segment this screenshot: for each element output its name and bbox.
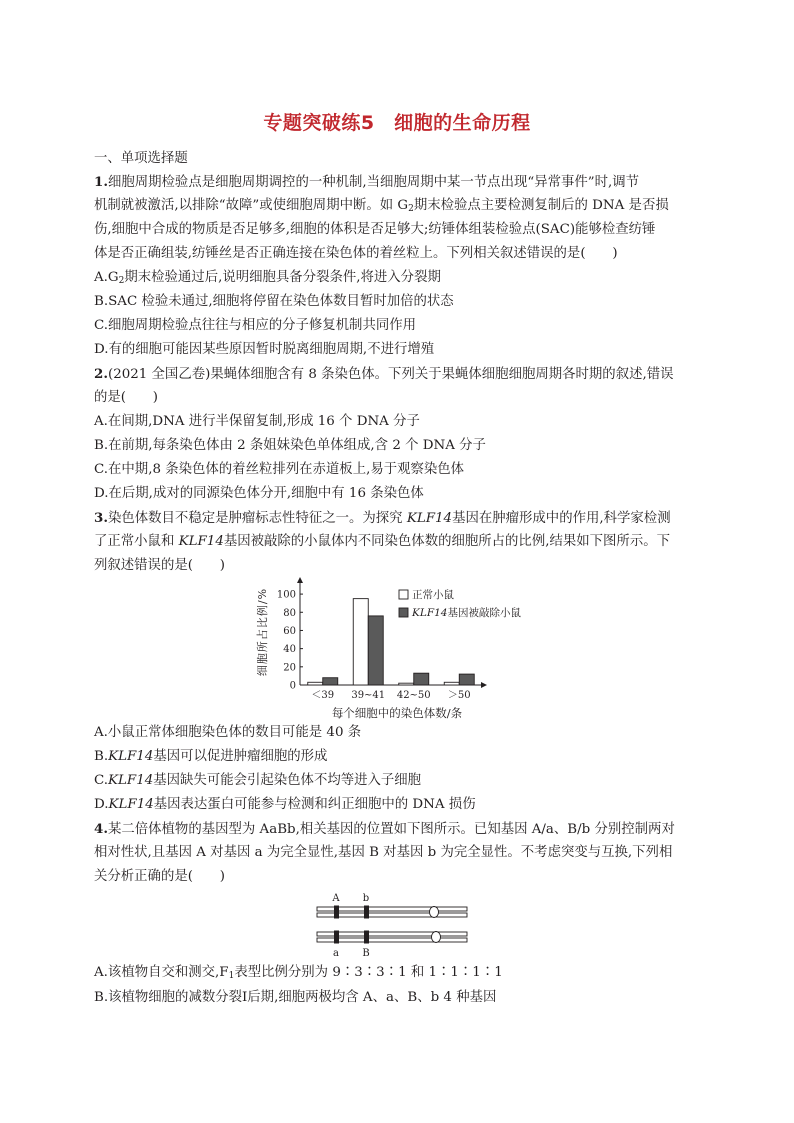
section-heading: 一、单项选择题 (94, 151, 188, 166)
q2-option-d: D.在后期,成对的同源染色体分开,细胞中有 16 条染色体 (94, 486, 424, 501)
homologous-chromosome-diagram (312, 890, 472, 960)
q1-option-d: D.有的细胞可能因某些原因暂时脱离细胞周期,不进行增殖 (94, 342, 435, 357)
q3-line-3: 列叙述错误的是( ) (94, 558, 225, 573)
q1-line-2: 机制就被激活,以排除“故障”或使细胞周期中断。如 $G_2$期末检验点主要检测复制后的 DNA 是否损 (94, 198, 669, 214)
q3-line-1: 3.染色体数目不稳定是肿瘤标志性特征之一。为探究 KLF14基因在肿瘤形成中的作用,科学家检测 (94, 510, 671, 526)
chart-bar (459, 674, 474, 685)
q2-number: 2. (94, 366, 108, 382)
q3-option-d: D.KLF14基因表达蛋白可能参与检测和纠正细胞中的 DNA 损伤 (94, 797, 476, 812)
chart-bar (368, 616, 383, 685)
q4-line-3: 关分析正确的是( ) (94, 869, 225, 884)
gene-label-B: B (362, 948, 370, 959)
q3-option-c: C.KLF14基因缺失可能会引起染色体不均等进入子细胞 (94, 773, 422, 788)
q4-line-2: 相对性状,且基因 A 对基因 a 为完全显性,基因 B 对基因 b 为完全显性。不考虑突变与互换,下列相 (94, 845, 673, 860)
page-title: 专题突破练5 细胞的生命历程 (263, 112, 531, 134)
chart-y-tick-label: 60 (283, 625, 296, 637)
chromosome-upper (317, 906, 467, 919)
chart-x-axis-arrow (481, 682, 487, 688)
q3-option-b: B.KLF14基因可以促进肿瘤细胞的形成 (94, 749, 328, 764)
q2-option-b: B.在前期,每条染色体由 2 条姐妹染色单体组成,含 2 个 DNA 分子 (94, 438, 486, 453)
chart-y-tick-label: 20 (283, 662, 296, 674)
chromosome-lower (317, 931, 467, 944)
chart-y-tick-label: 80 (283, 607, 296, 619)
q3-option-a: A.小鼠正常体细胞染色体的数目可能是 40 条 (94, 725, 362, 740)
chart-legend (399, 588, 521, 619)
q1-number: 1. (94, 174, 108, 190)
chart-bar (444, 682, 459, 685)
chart-bar (399, 683, 414, 685)
chart-y-tick-label: 0 (289, 680, 296, 692)
q4-option-a: A.该植物自交和测交$,F_1$表型比例分别为 9∶3∶3∶1 和 1∶1∶1∶1 (94, 965, 503, 981)
gene-label-b: b (362, 893, 370, 904)
legend-swatch (399, 590, 408, 599)
q1-line-3: 伤,细胞中合成的物质是否足够多,细胞的体积是否足够大;纺锤体组装检验点(SAC)能够检查纺锤 (94, 222, 656, 237)
chart-x-tick-label: 39~41 (351, 690, 386, 701)
chromosome-count-bar-chart (252, 574, 552, 724)
q1-line-4: 体是否正确组装,纺锤丝是否正确连接在染色体的着丝粒上。下列相关叙述错误的是( ) (94, 246, 618, 261)
legend-swatch (399, 608, 408, 617)
q3-line-2: 了正常小鼠和 KLF14基因被敲除的小鼠体内不同染色体数的细胞所占的比例,结果如下图所示。下 (94, 534, 670, 549)
chart-bar (353, 599, 368, 685)
gene-label-A: A (332, 893, 340, 904)
q1-option-c: C.细胞周期检验点往往与相应的分子修复机制共同作用 (94, 318, 417, 333)
q2-option-c: C.在中期,8 条染色体的着丝粒排列在赤道板上,易于观察染色体 (94, 462, 465, 477)
chart-y-axis-arrow (297, 577, 303, 583)
q2-option-a: A.在间期,DNA 进行半保留复制,形成 16 个 DNA 分子 (94, 414, 420, 429)
q4-option-b: B.该植物细胞的减数分裂Ⅰ后期,细胞两极均含 A、a、B、b 4 种基因 (94, 990, 497, 1005)
chart-bar (414, 673, 429, 685)
q2-line-1: 2.(2021 全国乙卷)果蝇体细胞含有 8 条染色体。下列关于果蝇体细胞细胞周期各时期的叙述,错误 (94, 366, 674, 382)
legend-label: 正常小鼠 (412, 589, 454, 601)
q1-option-b: B.SAC 检验未通过,细胞将停留在染色体数目暂时加倍的状态 (94, 294, 454, 309)
q3-number: 3. (94, 510, 108, 526)
q1-option-a: $A.G_2$期末检验通过后,说明细胞具备分裂条件,将进入分裂期 (94, 270, 441, 286)
chart-x-tick-label: ＜39 (311, 690, 335, 701)
legend-label: KLF14基因被敲除小鼠 (412, 607, 521, 619)
q1-line-1: 1.细胞周期检验点是细胞周期调控的一种机制,当细胞周期中某一节点出现“异常事件”时,调节 (94, 174, 640, 190)
chart-y-tick-label: 40 (283, 644, 296, 656)
q2-line-2: 的是( ) (94, 390, 159, 405)
chart-x-tick-label: ＞50 (447, 690, 471, 701)
chart-y-tick-label: 100 (276, 589, 296, 601)
chart-bar (308, 682, 323, 685)
q4-number: 4. (94, 821, 108, 837)
gene-label-a: a (333, 948, 339, 959)
chart-x-axis-label: 每个细胞中的染色体数/条 (331, 706, 463, 720)
q4-line-1: 4.某二倍体植物的基因型为 AaBb,相关基因的位置如下图所示。已知基因 A/a、B/b 分别控制两对 (94, 821, 675, 837)
chart-y-axis-label: 细胞所占比例/% (256, 587, 269, 677)
chart-bar (323, 678, 338, 685)
chart-x-tick-label: 42~50 (396, 690, 431, 701)
